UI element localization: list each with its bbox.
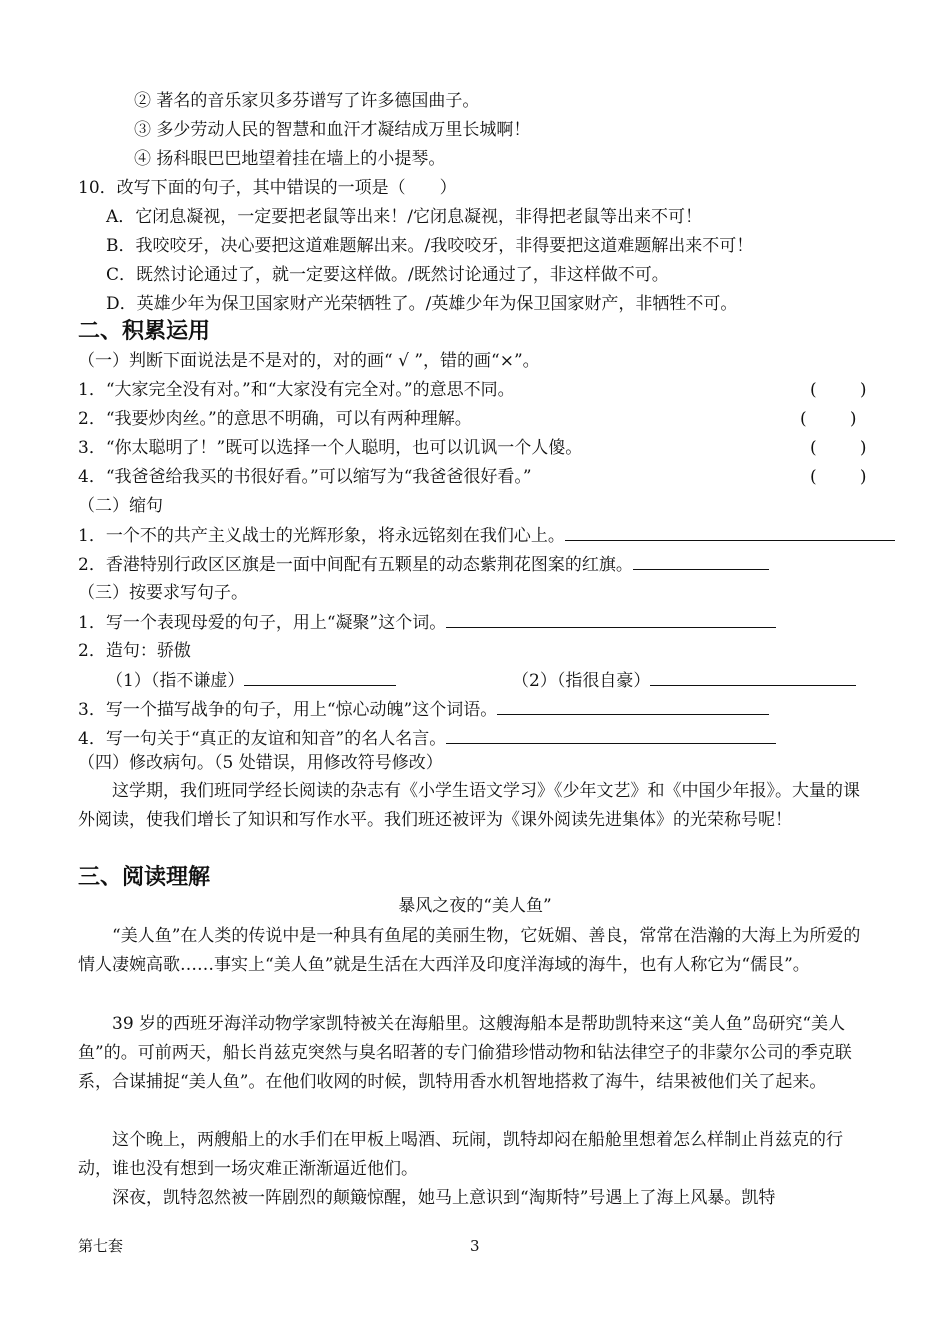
- answer-paren[interactable]: ( ): [800, 409, 857, 429]
- write-question-4-text: 4．写一句关于“真正的友谊和知音”的名人名言。: [78, 729, 447, 749]
- condense-item: [78, 553, 769, 576]
- question-10-a: A．它闭息凝视，一定要把老鼠等出来！/它闭息凝视，非得把老鼠等出来不可！: [106, 207, 703, 227]
- answer-paren[interactable]: ( ): [810, 380, 867, 400]
- answer-line[interactable]: [650, 669, 856, 686]
- write-question-3: [78, 698, 769, 721]
- footer-set-label: 第七套: [78, 1237, 124, 1255]
- footer-page-number: 3: [470, 1237, 480, 1255]
- option-4: ④ 扬科眼巴巴地望着挂在墙上的小提琴。: [134, 149, 446, 169]
- answer-line[interactable]: [446, 727, 776, 744]
- write-question-2-b: [512, 669, 856, 692]
- write-question-2: 2．造句：骄傲: [78, 641, 191, 661]
- judge-item: 3．“你太聪明了！”既可以选择一个人聪明，也可以讥讽一个人傻。: [78, 438, 583, 458]
- write-question-1-text: 1．写一个表现母爱的句子，用上“凝聚”这个词。: [78, 613, 447, 633]
- write-question-2-b-text: （2）（指很自豪）: [512, 671, 651, 691]
- question-10-d: D．英雄少年为保卫国家财产光荣牺牲了。/英雄少年为保卫国家财产，非牺牲不可。: [106, 294, 738, 314]
- write-question-1: [78, 611, 776, 634]
- reading-paragraph-3: 这个晚上，两艘船上的水手们在甲板上喝酒、玩闹，凯特却闷在船舱里想着怎么样制止肖兹克的行动，谁也没有想到一场灾难正渐渐逼近他们。: [78, 1130, 843, 1179]
- write-question-3-text: 3．写一个描写战争的句子，用上“惊心动魄”这个词语。: [78, 700, 498, 720]
- answer-paren[interactable]: ( ): [810, 438, 867, 458]
- answer-line[interactable]: [633, 553, 769, 570]
- write-question-2-a: [106, 669, 396, 692]
- reading-paragraph-2: 39 岁的西班牙海洋动物学家凯特被关在海船里。这艘海船本是帮助凯特来这“美人鱼”岛研究“美人鱼”的。可前两天，船长肖兹克突然与臭名昭著的专门偷猎珍惜动物和钻法律空子的非蒙尔公司的季克联系，合谋捕捉“美人鱼”。在他们收网的时候，凯特用香水机智地搭救了海牛，结果被他们关了起来。: [78, 1014, 852, 1092]
- reading-title: 暴风之夜的“美人鱼”: [398, 896, 552, 916]
- option-2: ② 著名的音乐家贝多芬谱写了许多德国曲子。: [134, 91, 480, 111]
- answer-line[interactable]: [565, 524, 895, 541]
- correction-title: （四）修改病句。（5 处错误，用修改符号修改）: [78, 753, 443, 773]
- correction-paragraph: 这学期，我们班同学经长阅读的杂志有《小学生语文学习》《少年文艺》和《中国少年报》。大量的课外阅读，使我们增长了知识和写作水平。我们班还被评为《课外阅读先进集体》的光荣称号呢！: [78, 781, 860, 830]
- answer-line[interactable]: [446, 611, 776, 628]
- answer-line[interactable]: [497, 698, 769, 715]
- answer-paren[interactable]: ( ): [810, 467, 867, 487]
- question-10: 10．改写下面的句子，其中错误的一项是（ ）: [78, 178, 457, 198]
- condense-item: [78, 524, 895, 547]
- condense-item-text: 1．一个不的共产主义战士的光辉形象，将永远铭刻在我们心上。: [78, 526, 565, 546]
- condense-title: （二）缩句: [78, 496, 163, 516]
- write-question-2-a-text: （1）（指不谦虚）: [106, 671, 245, 691]
- reading-paragraph-4: 深夜，凯特忽然被一阵剧烈的颠簸惊醒，她马上意识到“淘斯特”号遇上了海上风暴。凯特: [112, 1188, 776, 1208]
- reading-paragraph-1: “美人鱼”在人类的传说中是一种具有鱼尾的美丽生物，它妩媚、善良，常常在浩瀚的大海上为所爱的情人凄婉高歌……事实上“美人鱼”就是生活在大西洋及印度洋海域的海牛，也有人称它为“儒艮”。: [78, 926, 861, 975]
- section-heading-accumulation: 二、积累运用: [78, 319, 211, 344]
- write-title: （三）按要求写句子。: [78, 583, 248, 603]
- condense-item-text: 2．香港特别行政区区旗是一面中间配有五颗星的动态紫荆花图案的红旗。: [78, 555, 633, 575]
- answer-line[interactable]: [244, 669, 396, 686]
- section-heading-reading: 三、阅读理解: [78, 865, 211, 890]
- judge-item: 2．“我要炒肉丝。”的意思不明确，可以有两种理解。: [78, 409, 472, 429]
- write-question-4: [78, 727, 776, 750]
- judge-item: 1．“大家完全没有对。”和“大家没有完全对。”的意思不同。: [78, 380, 515, 400]
- judge-title: （一）判断下面说法是不是对的，对的画“ √ ”，错的画“×”。: [78, 351, 540, 371]
- option-3: ③ 多少劳动人民的智慧和血汗才凝结成万里长城啊！: [134, 120, 531, 140]
- question-10-b: B．我咬咬牙，决心要把这道难题解出来。/我咬咬牙，非得要把这道难题解出来不可！: [106, 236, 754, 256]
- question-10-c: C．既然讨论通过了，就一定要这样做。/既然讨论通过了，非这样做不可。: [106, 265, 669, 285]
- judge-item: 4．“我爸爸给我买的书很好看。”可以缩写为“我爸爸很好看。”: [78, 467, 532, 487]
